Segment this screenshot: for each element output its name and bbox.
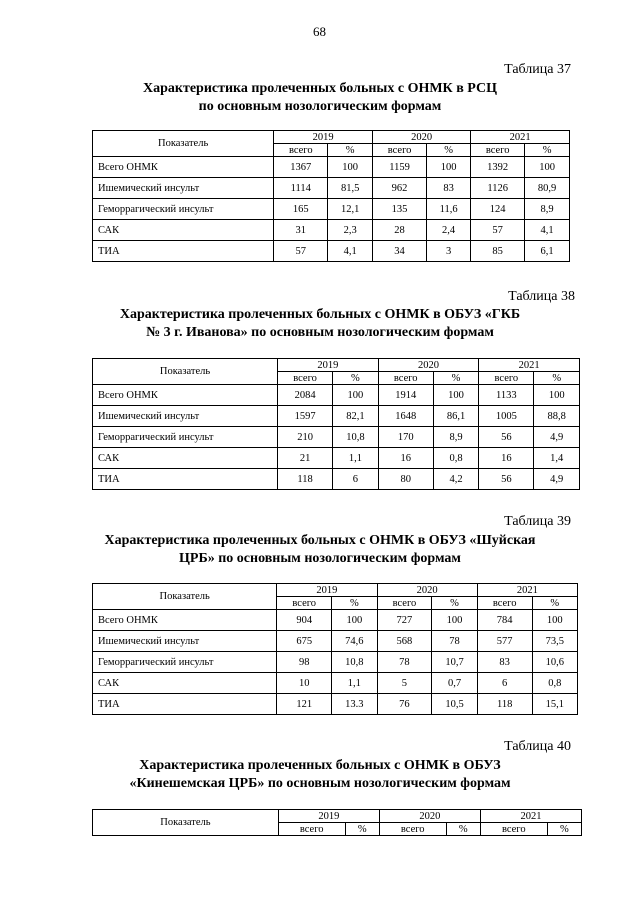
table-40 [92,809,582,836]
table-row [93,199,570,220]
header-percent: % [427,144,471,157]
table-cell: 100 [534,385,580,406]
table-39-label: Таблица 39 [504,514,571,529]
table-cell: 56 [479,427,534,448]
table-cell: 10,6 [532,652,577,673]
page-number: 68 [313,24,326,39]
table-cell: 57 [471,220,525,241]
header-row-years [93,584,578,597]
header-total: всего [373,144,427,157]
table-cell: 1133 [479,385,534,406]
header-percent: % [432,597,477,610]
table-row [93,610,578,631]
table-38-label: Таблица 38 [508,289,575,304]
row-label: Всего ОНМК [93,385,278,406]
table-cell: 121 [277,694,332,715]
row-label: САК [93,673,277,694]
header-param: Показатель [93,131,274,157]
table-cell: 165 [274,199,328,220]
table-cell: 34 [373,241,427,262]
header-total: всего [378,372,433,385]
table-39 [92,583,578,715]
table-cell: 4,1 [328,241,373,262]
table-cell: 6,1 [525,241,570,262]
header-year: 2019 [278,810,379,823]
table-cell: 962 [373,178,427,199]
header-percent: % [532,597,577,610]
header-row-years [93,359,580,372]
header-total: всего [278,372,333,385]
table-cell: 78 [377,652,432,673]
table-cell: 100 [332,610,377,631]
table-cell: 80,9 [525,178,570,199]
table-cell: 6 [333,469,379,490]
table-cell: 1126 [471,178,525,199]
table-row [93,652,578,673]
table-cell: 13.3 [332,694,377,715]
table-cell: 4,9 [534,427,580,448]
table-cell: 1,1 [333,448,379,469]
row-label: Ишемический инсульт [93,631,277,652]
header-year: 2021 [479,359,580,372]
table-40-title-line-2: «Кинешемская ЦРБ» по основным нозологическим формам [129,776,511,791]
table-row [93,406,580,427]
table-cell: 118 [477,694,532,715]
table-cell: 0,8 [433,448,479,469]
table-cell: 15,1 [532,694,577,715]
table-cell: 76 [377,694,432,715]
table-37-title-line-2: по основным нозологическим формам [198,99,442,114]
table-cell: 1159 [373,157,427,178]
table-cell: 0,8 [532,673,577,694]
table-cell: 118 [278,469,333,490]
table-row [93,178,570,199]
table-row [93,448,580,469]
header-total: всего [480,823,547,836]
table-cell: 4,2 [433,469,479,490]
table-cell: 31 [274,220,328,241]
header-total: всего [278,823,345,836]
table-cell: 10,8 [333,427,379,448]
row-label: Всего ОНМК [93,610,277,631]
header-year: 2019 [277,584,377,597]
table-cell: 1392 [471,157,525,178]
table-37 [92,130,570,262]
table-cell: 4,9 [534,469,580,490]
table-38-title [70,306,570,342]
header-total: всего [479,372,534,385]
header-param: Показатель [93,584,277,610]
header-percent: % [328,144,373,157]
table-cell: 83 [427,178,471,199]
row-label: Ишемический инсульт [93,406,278,427]
table-cell: 10,5 [432,694,477,715]
row-label: САК [93,448,278,469]
table-cell: 100 [525,157,570,178]
table-cell: 1914 [378,385,433,406]
header-param: Показатель [93,359,278,385]
table-cell: 124 [471,199,525,220]
table-cell: 21 [278,448,333,469]
table-cell: 16 [479,448,534,469]
table-cell: 100 [328,157,373,178]
table-row [93,469,580,490]
table-37-label: Таблица 37 [504,62,571,77]
table-cell: 170 [378,427,433,448]
header-row-years [93,810,582,823]
table-cell: 1367 [274,157,328,178]
table-cell: 2,3 [328,220,373,241]
table-40-label: Таблица 40 [504,739,571,754]
table-cell: 73,5 [532,631,577,652]
table-cell: 82,1 [333,406,379,427]
table-cell: 56 [479,469,534,490]
header-year: 2020 [377,584,477,597]
table-cell: 83 [477,652,532,673]
table-cell: 568 [377,631,432,652]
header-row-years [93,131,570,144]
table-cell: 2,4 [427,220,471,241]
row-label: САК [93,220,274,241]
table-cell: 16 [378,448,433,469]
header-total: всего [277,597,332,610]
table-cell: 100 [532,610,577,631]
table-cell: 6 [477,673,532,694]
header-year: 2020 [378,359,479,372]
header-percent: % [525,144,570,157]
table-cell: 577 [477,631,532,652]
table-cell: 727 [377,610,432,631]
header-percent: % [433,372,479,385]
table-cell: 1,1 [332,673,377,694]
table-row [93,631,578,652]
table-cell: 0,7 [432,673,477,694]
table-row [93,694,578,715]
header-year: 2021 [480,810,581,823]
row-label: ТИА [93,694,277,715]
table-cell: 4,1 [525,220,570,241]
row-label: Всего ОНМК [93,157,274,178]
table-cell: 1,4 [534,448,580,469]
table-cell: 28 [373,220,427,241]
table-cell: 100 [333,385,379,406]
table-cell: 11,6 [427,199,471,220]
row-label: Геморрагический инсульт [93,652,277,673]
header-percent: % [345,823,379,836]
row-label: Геморрагический инсульт [93,199,274,220]
table-row [93,157,570,178]
header-year: 2020 [373,131,471,144]
table-cell: 135 [373,199,427,220]
table-cell: 5 [377,673,432,694]
table-cell: 100 [433,385,479,406]
table-37-title [70,80,570,116]
table-row [93,673,578,694]
header-year: 2019 [274,131,373,144]
table-cell: 57 [274,241,328,262]
table-cell: 675 [277,631,332,652]
table-39-title-line-2: ЦРБ» по основным нозологическим формам [179,551,461,566]
table-cell: 100 [427,157,471,178]
table-row [93,385,580,406]
table-cell: 8,9 [433,427,479,448]
row-label: ТИА [93,469,278,490]
table-cell: 86,1 [433,406,479,427]
table-cell: 8,9 [525,199,570,220]
table-cell: 2084 [278,385,333,406]
header-percent: % [332,597,377,610]
row-label: ТИА [93,241,274,262]
table-row [93,241,570,262]
table-39-title [70,532,570,568]
table-37-title-line-1: Характеристика пролеченных больных с ОНМК в РСЦ [142,81,497,96]
header-total: всего [477,597,532,610]
header-year: 2021 [477,584,577,597]
header-total: всего [377,597,432,610]
header-percent: % [333,372,379,385]
header-percent: % [547,823,581,836]
table-38 [92,358,580,490]
table-38-title-line-2: № 3 г. Иванова» по основным нозологическим формам [146,325,494,340]
table-cell: 88,8 [534,406,580,427]
table-cell: 100 [432,610,477,631]
table-cell: 1597 [278,406,333,427]
table-40-title-line-1: Характеристика пролеченных больных с ОНМК в ОБУЗ [139,758,501,773]
table-cell: 1005 [479,406,534,427]
table-cell: 12,1 [328,199,373,220]
table-cell: 1648 [378,406,433,427]
row-label: Геморрагический инсульт [93,427,278,448]
table-row [93,220,570,241]
table-cell: 3 [427,241,471,262]
header-total: всего [471,144,525,157]
table-cell: 10,7 [432,652,477,673]
table-cell: 210 [278,427,333,448]
row-label: Ишемический инсульт [93,178,274,199]
table-40-title [70,757,570,793]
header-year: 2021 [471,131,570,144]
table-cell: 78 [432,631,477,652]
table-cell: 904 [277,610,332,631]
table-cell: 98 [277,652,332,673]
table-cell: 74,6 [332,631,377,652]
table-cell: 85 [471,241,525,262]
table-row [93,427,580,448]
table-cell: 10 [277,673,332,694]
table-cell: 1114 [274,178,328,199]
header-year: 2020 [379,810,480,823]
header-param: Показатель [93,810,279,836]
table-cell: 80 [378,469,433,490]
table-cell: 81,5 [328,178,373,199]
table-cell: 10,8 [332,652,377,673]
header-total: всего [379,823,446,836]
table-cell: 784 [477,610,532,631]
table-39-title-line-1: Характеристика пролеченных больных с ОНМК в ОБУЗ «Шуйская [104,533,536,548]
header-total: всего [274,144,328,157]
header-percent: % [446,823,480,836]
header-year: 2019 [278,359,379,372]
header-percent: % [534,372,580,385]
table-38-title-line-1: Характеристика пролеченных больных с ОНМК в ОБУЗ «ГКБ [119,307,521,322]
